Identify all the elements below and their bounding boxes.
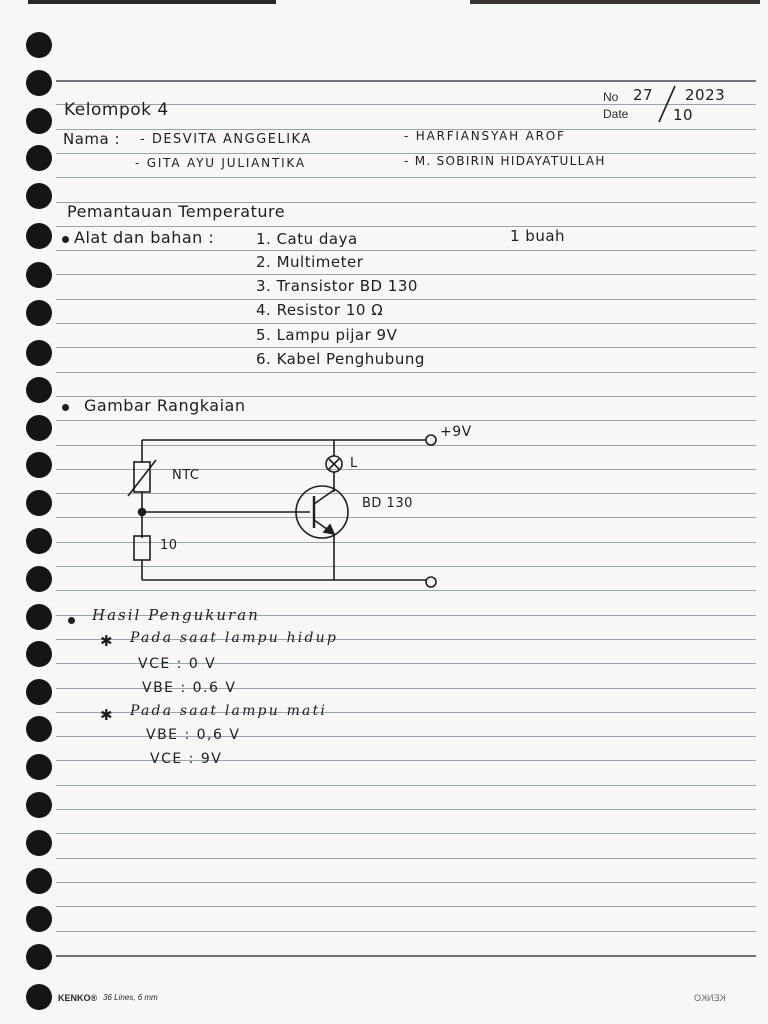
ruled-line — [56, 323, 756, 324]
binder-hole — [26, 340, 52, 366]
footer-spec: 36 Lines, 6 mm — [103, 993, 158, 1002]
ruled-line — [56, 250, 756, 251]
page-title: Pemantauan Temperature — [67, 202, 286, 221]
binder-hole — [26, 262, 52, 288]
ruled-line — [56, 372, 756, 373]
lamp-label: L — [350, 456, 358, 471]
binder-hole — [26, 490, 52, 516]
lamp-on-vce: VCE : 0 V — [138, 656, 217, 672]
bullet-circuit — [62, 404, 69, 411]
ruled-line — [56, 785, 756, 786]
ruled-line — [56, 274, 756, 275]
materials-heading: Alat dan bahan : — [74, 228, 215, 247]
resistor-symbol — [134, 536, 150, 560]
binder-hole — [26, 830, 52, 856]
binder-hole — [26, 32, 52, 58]
name-1: - DESVITA ANGGELIKA — [140, 132, 312, 147]
binder-hole — [26, 641, 52, 667]
material-5: 5. Lampu pijar 9V — [256, 326, 398, 344]
material-qty: 1 buah — [510, 227, 566, 245]
year-value: 2023 — [685, 86, 726, 104]
binder-hole — [26, 108, 52, 134]
ruled-line — [56, 80, 756, 82]
no-label: No — [603, 90, 619, 104]
lamp-off-vce: VCE : 9V — [150, 751, 223, 767]
binder-hole — [26, 679, 52, 705]
page-top-edge — [0, 0, 768, 6]
footer-mirror-brand: KENKO — [694, 993, 726, 1003]
date-label: Date — [603, 107, 629, 121]
binder-hole — [26, 300, 52, 326]
lamp-on-vbe: VBE : 0.6 V — [142, 680, 237, 696]
supply-label: +9V — [440, 424, 472, 440]
binder-hole — [26, 604, 52, 630]
lamp-off-label: Pada saat lampu mati — [130, 703, 328, 719]
binder-hole — [26, 944, 52, 970]
binder-hole — [26, 528, 52, 554]
circuit-diagram — [110, 410, 490, 600]
ruled-line — [56, 299, 756, 300]
lamp-off-vbe: VBE : 0,6 V — [146, 727, 241, 743]
ruled-line — [56, 882, 756, 883]
bullet-materials — [62, 236, 69, 243]
binder-hole — [26, 984, 52, 1010]
binder-hole — [26, 868, 52, 894]
ruled-line — [56, 809, 756, 810]
ruled-line — [56, 931, 756, 932]
material-6: 6. Kabel Penghubung — [256, 350, 425, 368]
binder-hole — [26, 792, 52, 818]
ruled-line — [56, 347, 756, 348]
binder-hole — [26, 415, 52, 441]
binder-hole — [26, 754, 52, 780]
transistor-label: BD 130 — [362, 496, 413, 511]
star-icon-off: ✱ — [100, 706, 114, 724]
ntc-diagonal — [128, 460, 156, 496]
ruled-line — [56, 955, 756, 957]
binder-hole — [26, 183, 52, 209]
ruled-line — [56, 177, 756, 178]
ntc-label: NTC — [172, 468, 200, 483]
resistor-label: 10 — [160, 538, 178, 553]
material-4: 4. Resistor 10 Ω — [256, 301, 384, 319]
footer-brand: KENKO® — [58, 993, 98, 1003]
date-slash — [655, 84, 679, 124]
date-value: 10 — [673, 106, 694, 124]
lamp-on-label: Pada saat lampu hidup — [130, 630, 339, 646]
binder-hole — [26, 566, 52, 592]
names-label: Nama : — [63, 130, 121, 148]
no-value: 27 — [633, 86, 654, 104]
name-3: - HARFIANSYAH AROF — [404, 129, 566, 143]
material-3: 3. Transistor BD 130 — [256, 277, 418, 295]
binder-hole — [26, 223, 52, 249]
binder-hole — [26, 906, 52, 932]
supply-terminal — [426, 435, 436, 445]
material-2: 2. Multimeter — [256, 253, 364, 271]
results-heading: Hasil Pengukuran — [92, 606, 260, 624]
ground-terminal — [426, 577, 436, 587]
binder-hole — [26, 70, 52, 96]
binder-hole — [26, 452, 52, 478]
circuit-heading: Gambar Rangkaian — [84, 396, 246, 415]
ruled-line — [56, 906, 756, 907]
binder-hole — [26, 377, 52, 403]
bullet-results — [68, 617, 75, 624]
ruled-line — [56, 226, 756, 227]
star-icon-on: ✱ — [100, 632, 114, 650]
material-1: 1. Catu daya — [256, 230, 358, 248]
ruled-line — [56, 833, 756, 834]
binder-hole — [26, 716, 52, 742]
group-title: Kelompok 4 — [64, 100, 169, 120]
binder-hole — [26, 145, 52, 171]
name-2: - GITA AYU JULIANTIKA — [135, 156, 306, 170]
ruled-line — [56, 858, 756, 859]
name-4: - M. SOBIRIN HIDAYATULLAH — [404, 154, 606, 168]
